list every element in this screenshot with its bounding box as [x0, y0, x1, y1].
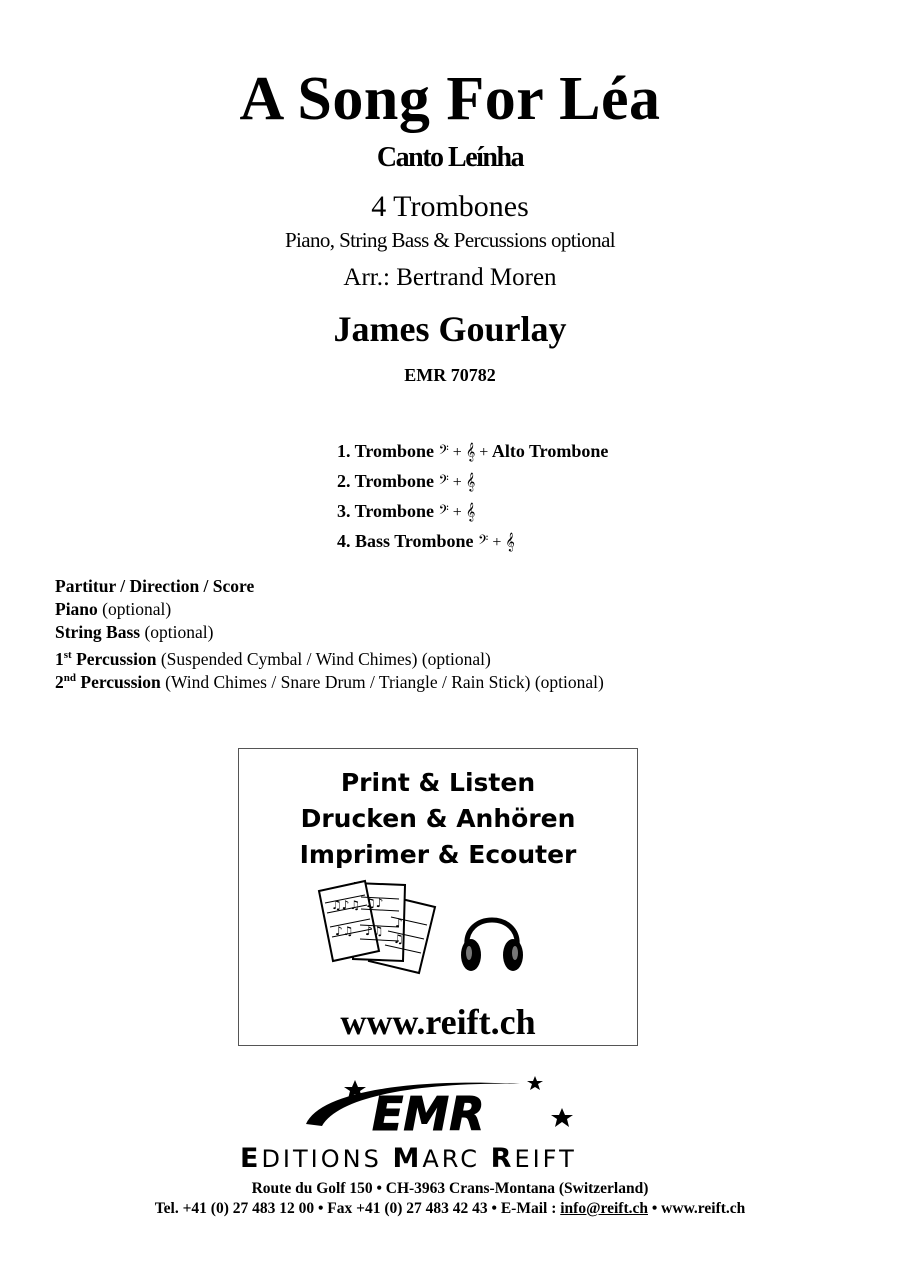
- optional-instruments: Piano, String Bass & Percussions optional: [284, 228, 616, 252]
- emr-logo: [300, 1072, 590, 1142]
- svg-text:♫: ♫: [393, 932, 404, 946]
- part-item: [337, 470, 608, 500]
- part-label: 2. Trombone: [337, 471, 435, 491]
- subtitle: Canto Leínha: [376, 142, 524, 173]
- score-list: [55, 576, 604, 691]
- svg-text:♪♫: ♪♫: [365, 924, 384, 938]
- clef-icon: 𝄢 + 𝄞: [438, 474, 476, 491]
- svg-text:♪♫: ♪♫: [335, 924, 354, 938]
- arranger: Arr.: Bertrand Moren: [343, 264, 557, 291]
- part-label: 3. Trombone: [337, 501, 435, 521]
- svg-text:♪: ♪: [395, 916, 403, 930]
- score-item: 2nd Percussion (Wind Chimes / Snare Drum / Triangle / Rain Stick) (optional): [55, 671, 604, 692]
- publisher-name: EDITIONS MARC REIFT: [240, 1143, 577, 1174]
- clef-icon: 𝄢 + 𝄞 +: [438, 444, 489, 461]
- sheet-music-icon: [313, 877, 443, 977]
- headphones-icon: [457, 899, 527, 979]
- clef-icon: 𝄢 + 𝄞: [478, 534, 515, 551]
- part-item: [337, 530, 608, 560]
- clef-icon: 𝄢 + 𝄞: [438, 504, 476, 521]
- email-link[interactable]: info@reift.ch: [560, 1200, 648, 1217]
- publisher-address: Route du Golf 150 • CH-3963 Crans-Montana (Switzerland): [251, 1180, 649, 1197]
- part-label: 4. Bass Trombone: [337, 531, 474, 551]
- part-extra: Alto Trombone: [491, 441, 609, 461]
- promo-url[interactable]: www.reift.ch: [340, 1002, 536, 1042]
- score-item: 1st Percussion (Suspended Cymbal / Wind Chimes) (optional): [55, 648, 491, 669]
- title: A Song For Léa: [239, 65, 661, 133]
- svg-text:♫♪♫: ♫♪♫: [331, 898, 361, 912]
- publisher-contact: Tel. +41 (0) 27 483 12 00 • Fax +41 (0) 27 483 42 43 • E-Mail : info@reift.ch • www.reift.ch: [154, 1200, 746, 1217]
- print-listen-box[interactable]: [238, 748, 638, 1046]
- print-listen-text: Print & Listen Drucken & Anhören Imprimer & Ecouter: [299, 768, 577, 869]
- svg-text:♫♪: ♫♪: [365, 896, 384, 910]
- parts-list: [337, 440, 608, 560]
- part-item: [337, 440, 608, 470]
- instrumentation: 4 Trombones: [371, 190, 529, 223]
- composer: James Gourlay: [333, 309, 567, 349]
- part-item: [337, 500, 608, 530]
- svg-text:EMR: EMR: [372, 1087, 485, 1141]
- score-item: String Bass (optional): [55, 622, 214, 642]
- score-item: Piano (optional): [55, 599, 172, 619]
- part-label: 1. Trombone: [337, 441, 435, 461]
- score-item: Partitur / Direction / Score: [55, 576, 255, 596]
- catalog-code: EMR 70782: [404, 365, 496, 385]
